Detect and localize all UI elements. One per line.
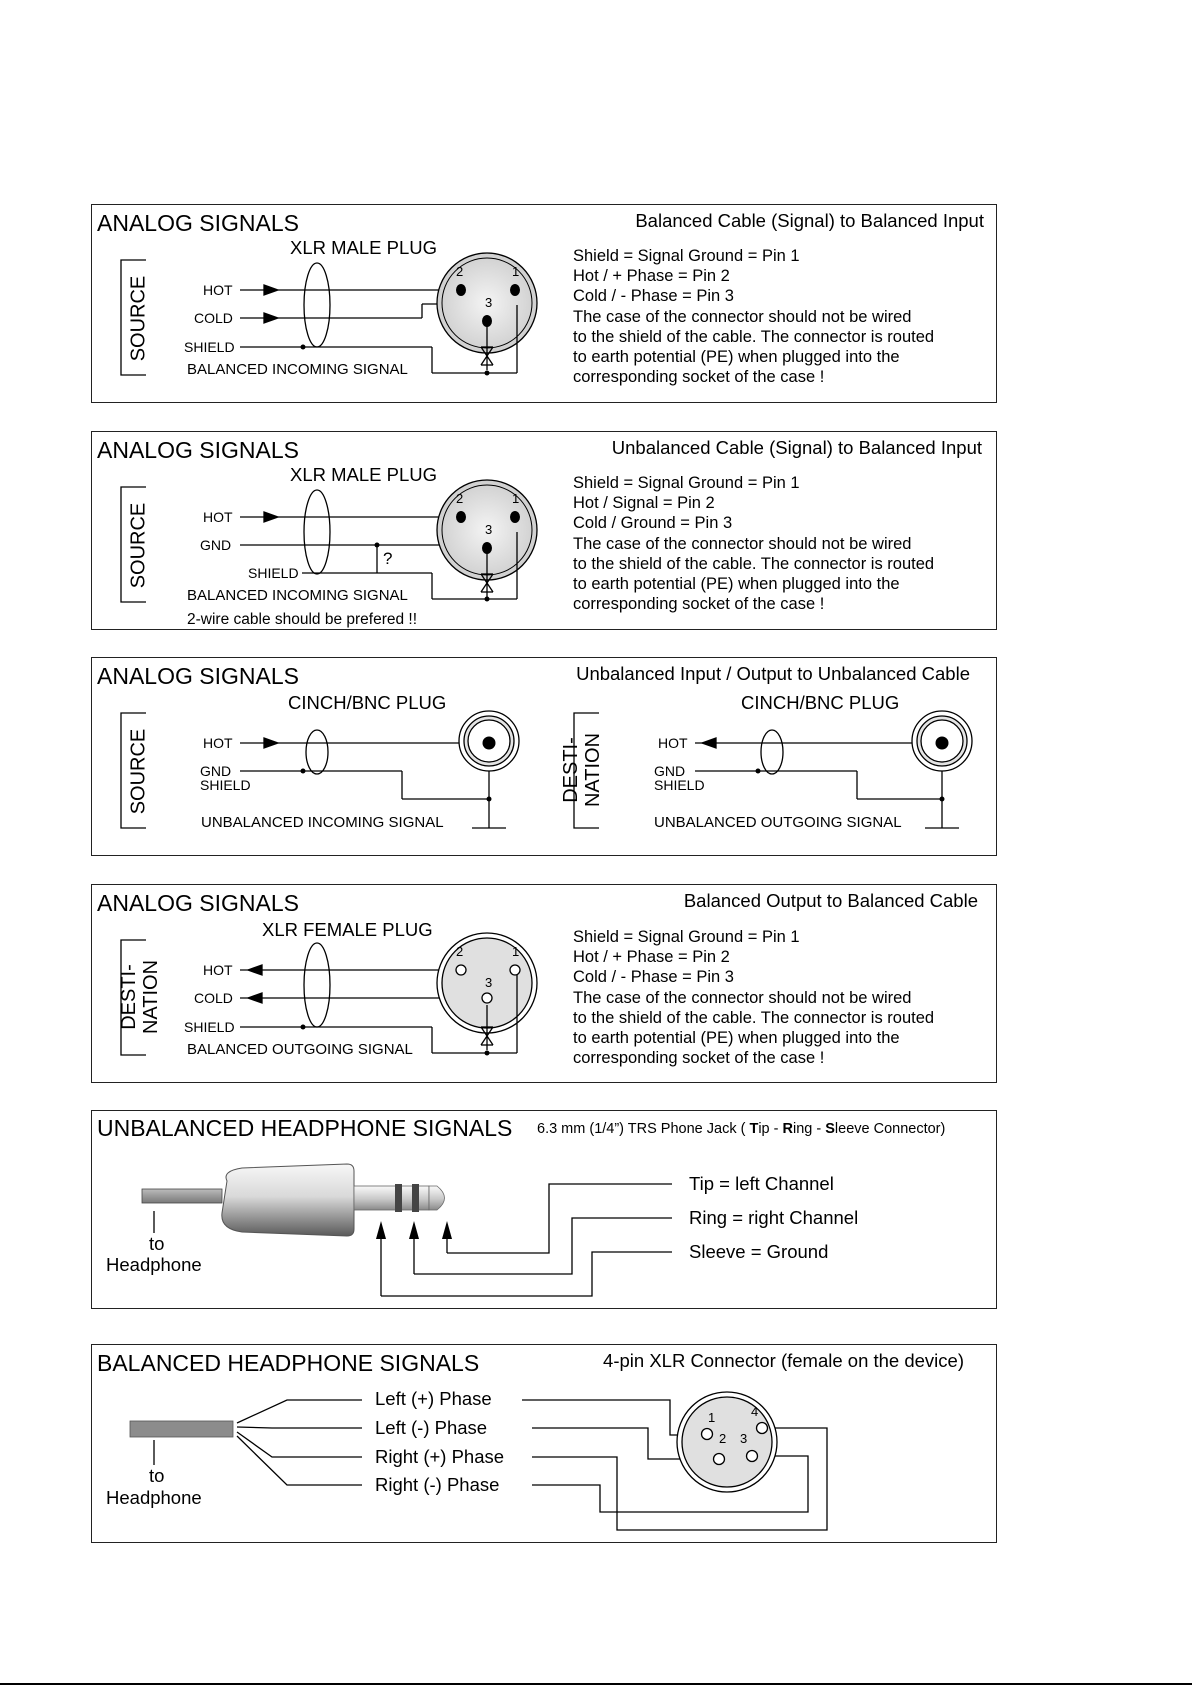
pin-number: 1 — [512, 491, 520, 506]
source-label: SOURCE — [127, 275, 150, 362]
panel-heading: ANALOG SIGNALS — [97, 890, 299, 916]
left-minus-label: Left (-) Phase — [375, 1417, 488, 1438]
to-label: to — [149, 1465, 165, 1486]
wire-label-hot: HOT — [203, 282, 233, 298]
panel-unbalanced-headphone — [91, 1110, 997, 1309]
signal-footer: UNBALANCED OUTGOING SIGNAL — [654, 814, 902, 831]
cable-note: 2-wire cable should be prefered !! — [187, 611, 418, 628]
signal-footer: BALANCED INCOMING SIGNAL — [187, 587, 408, 604]
wire-label-shield: SHIELD — [184, 1019, 235, 1035]
pin-number: 1 — [708, 1410, 716, 1425]
to-label: to — [149, 1233, 165, 1254]
destination-label: DESTI- NATION — [118, 959, 162, 1035]
plug-label: XLR FEMALE PLUG — [262, 919, 433, 940]
pin-number: 3 — [485, 295, 493, 310]
pin-number: 4 — [751, 1404, 759, 1419]
wire-label-shield: SHIELD — [184, 339, 235, 355]
wire-label-shield: SHIELD — [654, 777, 705, 793]
panel-subtitle: Balanced Cable (Signal) to Balanced Input — [635, 210, 984, 231]
wire-label-gnd: GND — [654, 763, 686, 779]
panel-subtitle: 6.3 mm (1/4”) TRS Phone Jack ( Tip - Ring - Sleeve Connector) — [537, 1121, 946, 1137]
ring-label: Ring = right Channel — [689, 1207, 859, 1228]
panel-unbalanced-io — [91, 657, 997, 856]
pin-number: 2 — [456, 264, 464, 279]
panel-balanced-output — [91, 884, 997, 1083]
pin-number: 1 — [512, 944, 520, 959]
panel-subtitle: Unbalanced Input / Output to Unbalanced Cable — [576, 663, 970, 684]
signal-footer: BALANCED INCOMING SIGNAL — [187, 361, 408, 378]
plug-label: CINCH/BNC PLUG — [741, 692, 900, 713]
right-plus-label: Right (+) Phase — [375, 1446, 505, 1467]
tip-label: Tip = left Channel — [689, 1173, 834, 1194]
right-minus-label: Right (-) Phase — [375, 1474, 500, 1495]
panel-heading: ANALOG SIGNALS — [97, 663, 299, 689]
source-label: SOURCE — [127, 728, 150, 815]
pin-number: 3 — [485, 522, 493, 537]
info-text: Shield = Signal Ground = Pin 1 Hot / + Phase = Pin 2 Cold / - Phase = Pin 3 The case of the connector should not be wired to the shield of the cable. The connector is routed to earth potential (PE) when plugged into the corresponding socket of the case ! — [573, 247, 935, 387]
headphone-label: Headphone — [106, 1254, 202, 1275]
wire-label-cold: COLD — [194, 990, 233, 1006]
wire-label-shield: SHIELD — [200, 777, 251, 793]
pin-number: 3 — [740, 1431, 748, 1446]
pin-number: 3 — [485, 975, 493, 990]
panel-unbalanced-cable-balanced-input — [91, 431, 997, 630]
panel-heading: UNBALANCED HEADPHONE SIGNALS — [97, 1115, 513, 1141]
signal-footer: UNBALANCED INCOMING SIGNAL — [201, 814, 444, 831]
plug-label: XLR MALE PLUG — [290, 237, 438, 258]
pin-number: 1 — [512, 264, 520, 279]
headphone-label: Headphone — [106, 1487, 202, 1508]
question-mark: ? — [383, 549, 393, 568]
panel-heading: ANALOG SIGNALS — [97, 210, 299, 236]
source-label: SOURCE — [127, 502, 150, 589]
info-text: Shield = Signal Ground = Pin 1 Hot / Signal = Pin 2 Cold / Ground = Pin 3 The case of the connector should not be wired to the shield of the cable. The connector is routed to earth potential (PE) when plugged into the corresponding socket of the case ! — [573, 474, 935, 614]
plug-label: XLR MALE PLUG — [290, 464, 438, 485]
panel-subtitle: 4-pin XLR Connector (female on the device) — [603, 1350, 964, 1371]
wire-label-hot: HOT — [203, 735, 233, 751]
left-plus-label: Left (+) Phase — [375, 1388, 492, 1409]
wire-label-hot: HOT — [203, 962, 233, 978]
info-text: Shield = Signal Ground = Pin 1 Hot / + Phase = Pin 2 Cold / - Phase = Pin 3 The case of the connector should not be wired to the shield of the cable. The connector is routed to earth potential (PE) when plugged into the corresponding socket of the case ! — [573, 928, 935, 1068]
wire-label-hot: HOT — [203, 509, 233, 525]
pin-number: 2 — [456, 491, 464, 506]
pin-number: 2 — [456, 944, 464, 959]
wire-label-gnd: GND — [200, 537, 232, 553]
plug-label: CINCH/BNC PLUG — [288, 692, 447, 713]
signal-footer: BALANCED OUTGOING SIGNAL — [187, 1041, 413, 1058]
panel-heading: BALANCED HEADPHONE SIGNALS — [97, 1350, 480, 1376]
wire-label-cold: COLD — [194, 310, 233, 326]
wire-label-gnd: GND — [200, 763, 232, 779]
panel-balanced-cable-balanced-input — [91, 204, 997, 403]
panel-subtitle: Unbalanced Cable (Signal) to Balanced Input — [611, 437, 982, 458]
panel-subtitle: Balanced Output to Balanced Cable — [683, 890, 978, 911]
pin-number: 2 — [719, 1431, 727, 1446]
wire-label-shield: SHIELD — [248, 565, 299, 581]
panel-balanced-headphone — [91, 1344, 997, 1543]
destination-label: DESTI- NATION — [560, 732, 604, 808]
panel-heading: ANALOG SIGNALS — [97, 437, 299, 463]
sleeve-label: Sleeve = Ground — [689, 1241, 829, 1262]
wire-label-hot: HOT — [658, 735, 688, 751]
